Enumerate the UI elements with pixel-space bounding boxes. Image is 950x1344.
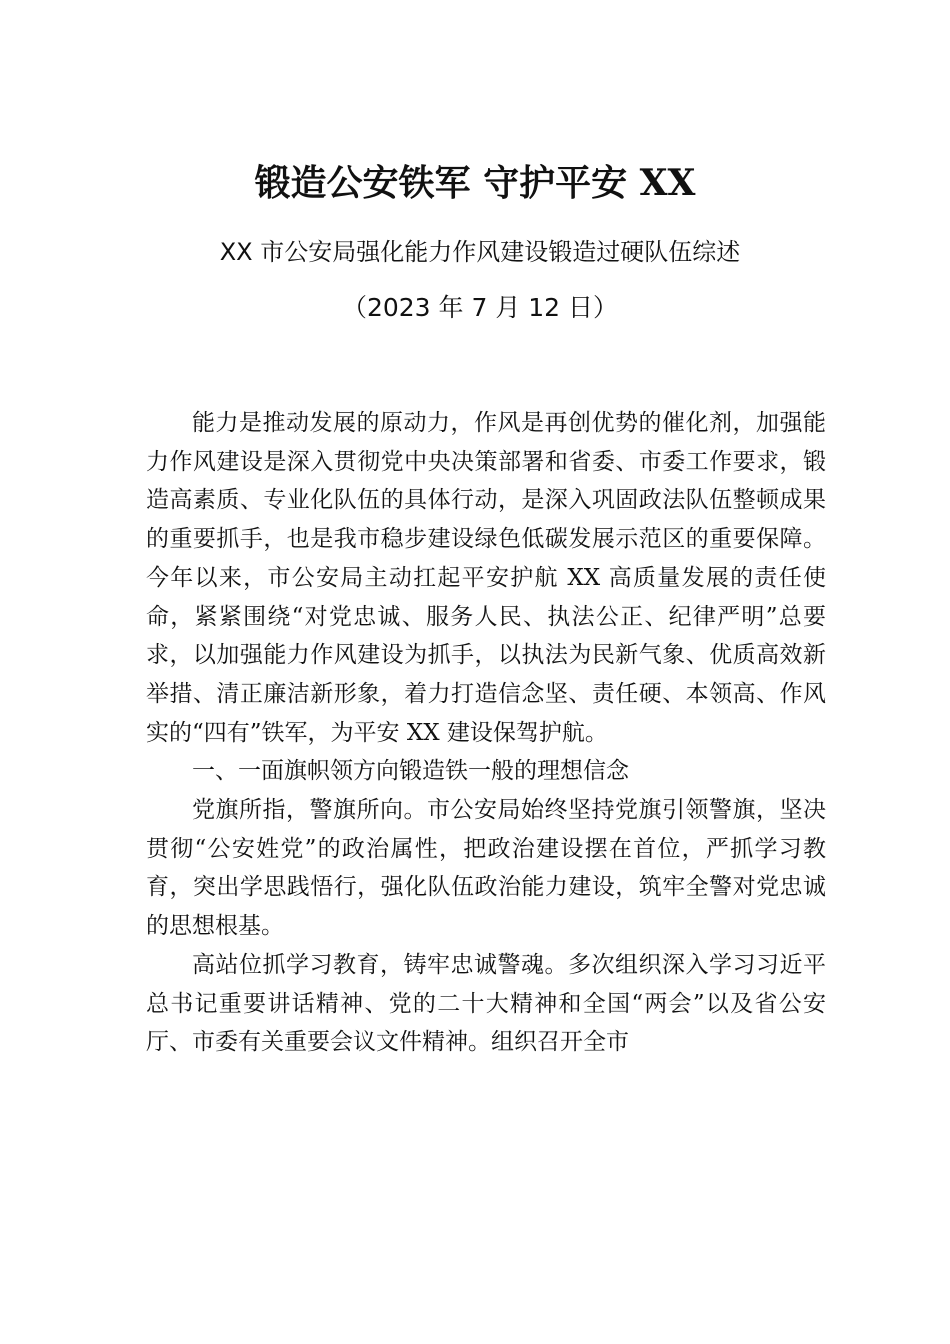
document-title: 锻造公安铁军 守护平安 XX [254,162,696,204]
paragraph-intro: 能力是推动发展的原动力，作风是再创优势的催化剂，加强能力作风建设是深入贯彻党中央决策部署和省委、市委工作要求，锻造高素质、专业化队伍的具体行动，是深入巩固政法队伍整顿成果的重要抓手，也是我市稳步建设绿色低碳发展示范区的重要保障。今年以来，市公安局主动扛起平安护航 XX 高质量发展的责任使命，紧紧围绕“对党忠诚、服务人民、执法公正、纪律严明”总要求，以加强能力作风建设为抓手，以执法为民新气象、优质高效新举措、清正廉洁新形象，着力打造信念坚、责任硬、本领高、作风实的“四有”铁军，为平安 XX 建设保驾护航。 [146,410,826,746]
paragraph-section-1: 党旗所指，警旗所向。市公安局始终坚持党旗引领警旗，坚决贯彻“公安姓党”的政治属性，把政治建设摆在首位，严抓学习教育，突出学思践悟行，强化队伍政治能力建设，筑牢全警对党忠诚的思想根基。 [146,797,826,940]
document-body [146,404,826,1062]
paragraph-study-education: 高站位抓学习教育，铸牢忠诚警魂。多次组织深入学习习近平总书记重要讲话精神、党的二十大精神和全国“两会”以及省公安厅、市委有关重要会议文件精神。组织召开全市 [146,951,826,1056]
document-subtitle: XX 市公安局强化能力作风建设锻造过硬队伍综述 [219,238,741,266]
document-date: （2023 年 7 月 12 日） [341,293,619,322]
section-heading-1: 一、一面旗帜领方向锻造铁一般的理想信念 [192,758,629,785]
